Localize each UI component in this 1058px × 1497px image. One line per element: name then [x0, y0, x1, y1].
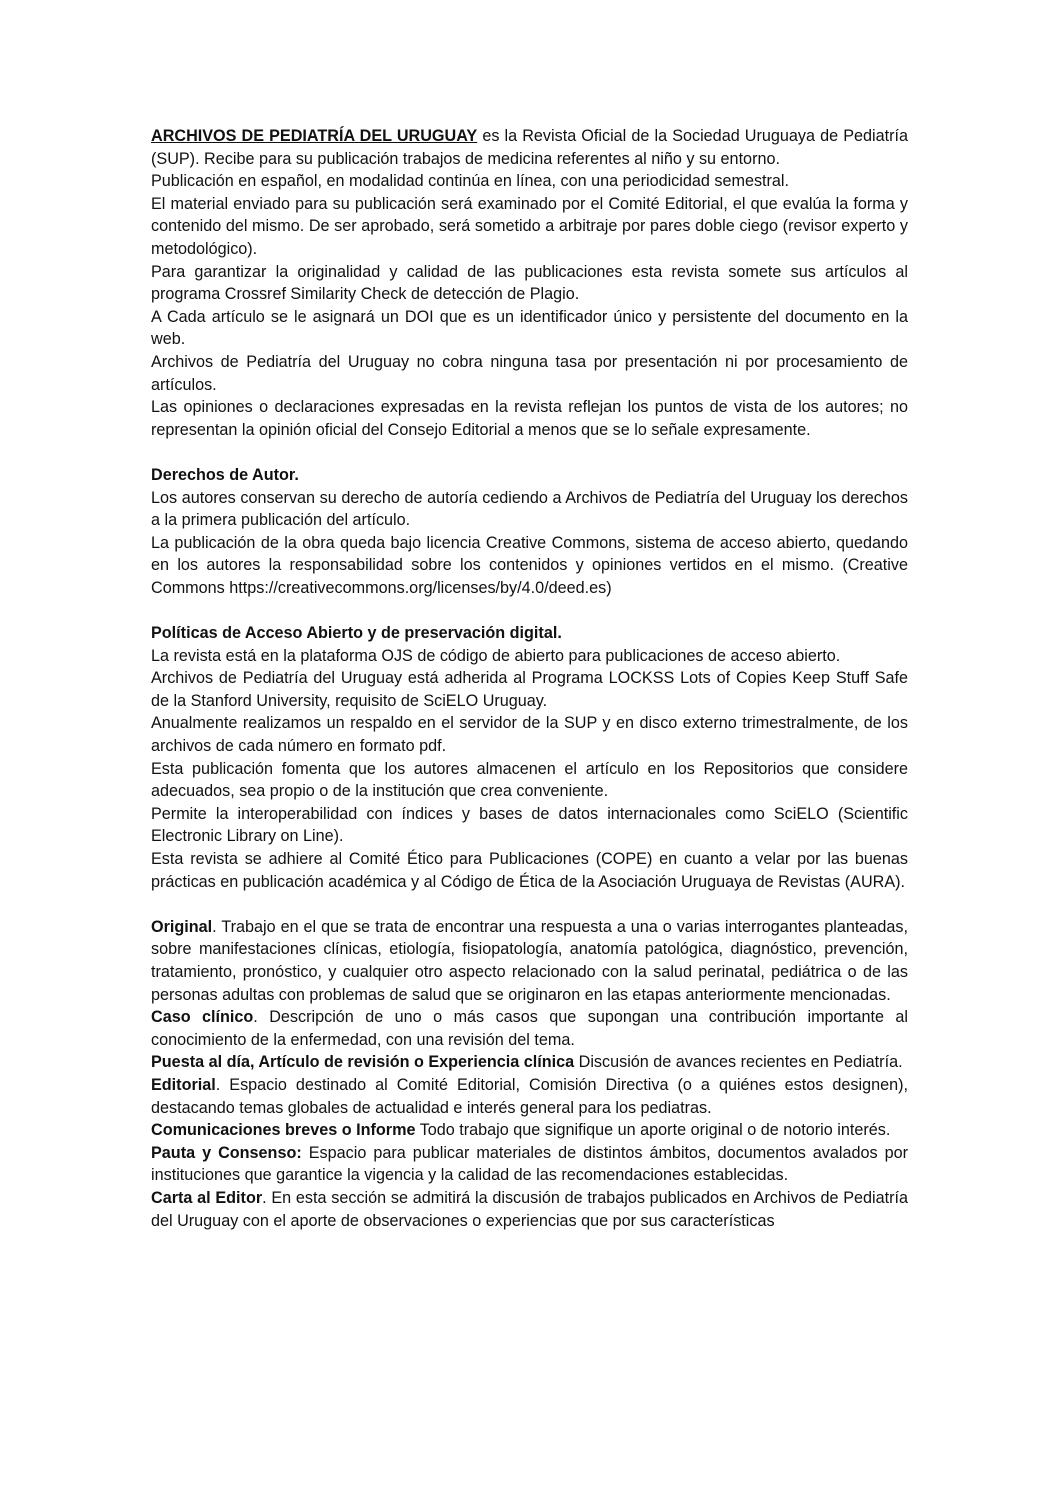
- article-type-caso-clinico: [151, 1006, 908, 1051]
- article-type-pauta-consenso: [151, 1142, 908, 1187]
- article-type-description: Espacio para publicar materiales de distintos ámbitos, documentos avalados por instituciones que garantice la vigencia y la calidad de las recomendaciones establecidas.: [151, 1143, 908, 1185]
- article-type-description: . Descripción de uno o más casos que supongan una contribución importante al conocimiento de la enfermedad, con una revisión del tema.: [151, 1008, 908, 1049]
- article-type-description: Todo trabajo que signifique un aporte original o de notorio interés.: [415, 1121, 891, 1140]
- open-access-paragraph-3: Anualmente realizamos un respaldo en el servidor de la SUP y en disco externo trimestralmente, de los archivos de cada número en formato pdf.: [151, 714, 908, 756]
- article-type-term: Original: [151, 917, 213, 936]
- article-type-description: . En esta sección se admitirá la discusión de trabajos publicados en Archivos de Pediatría del Uruguay con el aporte de observaciones o experiencias que por sus características: [151, 1188, 908, 1230]
- article-type-term: Carta al Editor: [151, 1188, 263, 1207]
- open-access-heading: Políticas de Acceso Abierto y de preservación digital.: [151, 624, 562, 643]
- article-type-original: [151, 916, 908, 1006]
- copyright-paragraph-1: Los autores conservan su derecho de autoría cediendo a Archivos de Pediatría del Uruguay los derechos a la primera publicación del artículo.: [151, 488, 908, 530]
- spacer: [151, 441, 908, 464]
- intro-text-1: es la Revista Oficial de la Sociedad Uruguaya de Pediatría (SUP). Recibe para su publicación trabajos de medicina referentes al niño y su entorno.: [151, 127, 908, 168]
- article-type-description: Discusión de avances recientes en Pediatría.: [574, 1053, 903, 1072]
- copyright-paragraph-2: La publicación de la obra queda bajo licencia Creative Commons, sistema de acceso abierto, quedando en los autores la responsabilidad sobre los contenidos y opiniones vertidos en el mismo. (Creative Commons https://creativecommons.org/licenses/by/4.0/deed.es): [151, 533, 908, 597]
- intro-paragraph-4: Para garantizar la originalidad y calidad de las publicaciones esta revista somete sus artículos al programa Crossref Similarity Check de detección de Plagio.: [151, 262, 908, 304]
- open-access-paragraph-4: Esta publicación fomenta que los autores almacenen el artículo en los Repositorios que considere adecuados, sea propio o de la institución que crea conveniente.: [151, 759, 908, 801]
- intro-paragraph-7: Las opiniones o declaraciones expresadas en la revista reflejan los puntos de vista de los autores; no representan la opinión oficial del Consejo Editorial a menos que se lo señale expresamente.: [151, 398, 908, 439]
- open-access-paragraph-2: Archivos de Pediatría del Uruguay está adherida al Programa LOCKSS Lots of Copies Keep Stuff Safe de la Stanford University, requisito de SciELO Uruguay.: [151, 669, 908, 710]
- journal-name: ARCHIVOS DE PEDIATRÍA DEL URUGUAY: [151, 127, 478, 145]
- intro-paragraph-6: Archivos de Pediatría del Uruguay no cobra ninguna tasa por presentación ni por procesamiento de artículos.: [151, 352, 908, 394]
- intro-paragraph-2: Publicación en español, en modalidad continúa en línea, con una periodicidad semestral.: [151, 172, 790, 191]
- spacer: [151, 599, 908, 622]
- intro-paragraph-5: A Cada artículo se le asignará un DOI que es un identificador único y persistente del documento en la web.: [151, 307, 908, 349]
- article-type-term: Caso clínico: [151, 1008, 254, 1027]
- intro-paragraph-3: El material enviado para su publicación será examinado por el Comité Editorial, el que evalúa la forma y contenido del mismo. De ser aprobado, será sometido a arbitraje por pares doble ciego (revisor experto y metodológico).: [151, 194, 908, 258]
- open-access-paragraph-5: Permite la interoperabilidad con índices y bases de datos internacionales como SciELO (Scientific Electronic Library on Line).: [151, 804, 908, 846]
- intro-paragraph-1: [151, 125, 908, 170]
- article-type-description: . Espacio destinado al Comité Editorial, Comisión Directiva (o a quiénes estos designen), destacando temas globales de actualidad e interés general para los pediatras.: [151, 1075, 908, 1117]
- document-page: [151, 125, 908, 1232]
- article-type-comunicaciones-breves: [151, 1119, 908, 1142]
- article-type-term: Comunicaciones breves o Informe: [151, 1121, 416, 1140]
- article-type-carta-editor: [151, 1187, 908, 1232]
- open-access-paragraph-1: La revista está en la plataforma OJS de código de abierto para publicaciones de acceso abierto.: [151, 646, 841, 665]
- open-access-paragraph-6: Esta revista se adhiere al Comité Ético para Publicaciones (COPE) en cuanto a velar por las buenas prácticas en publicación académica y al Código de Ética de la Asociación Uruguaya de Revistas (AURA).: [151, 850, 908, 891]
- spacer: [151, 893, 908, 916]
- article-type-description: . Trabajo en el que se trata de encontrar una respuesta a una o varias interrogantes planteadas, sobre manifestaciones clínicas, etiología, fisiopatología, anatomía patológica, diagnóstico, prevención, tratamiento, pronóstico, y cualquier otro aspecto relacionado con la salud perinatal, pediátrica o de las personas adultas con problemas de salud que se originaron en las etapas anteriormente mencionadas.: [151, 917, 908, 1004]
- article-type-term: Puesta al día, Artículo de revisión o Experiencia clínica: [151, 1053, 575, 1072]
- article-type-term: Editorial: [151, 1075, 216, 1094]
- article-type-term: Pauta y Consenso:: [151, 1143, 302, 1162]
- copyright-heading: Derechos de Autor.: [151, 465, 299, 484]
- article-type-puesta-al-dia: [151, 1051, 908, 1074]
- article-type-editorial: [151, 1074, 908, 1119]
